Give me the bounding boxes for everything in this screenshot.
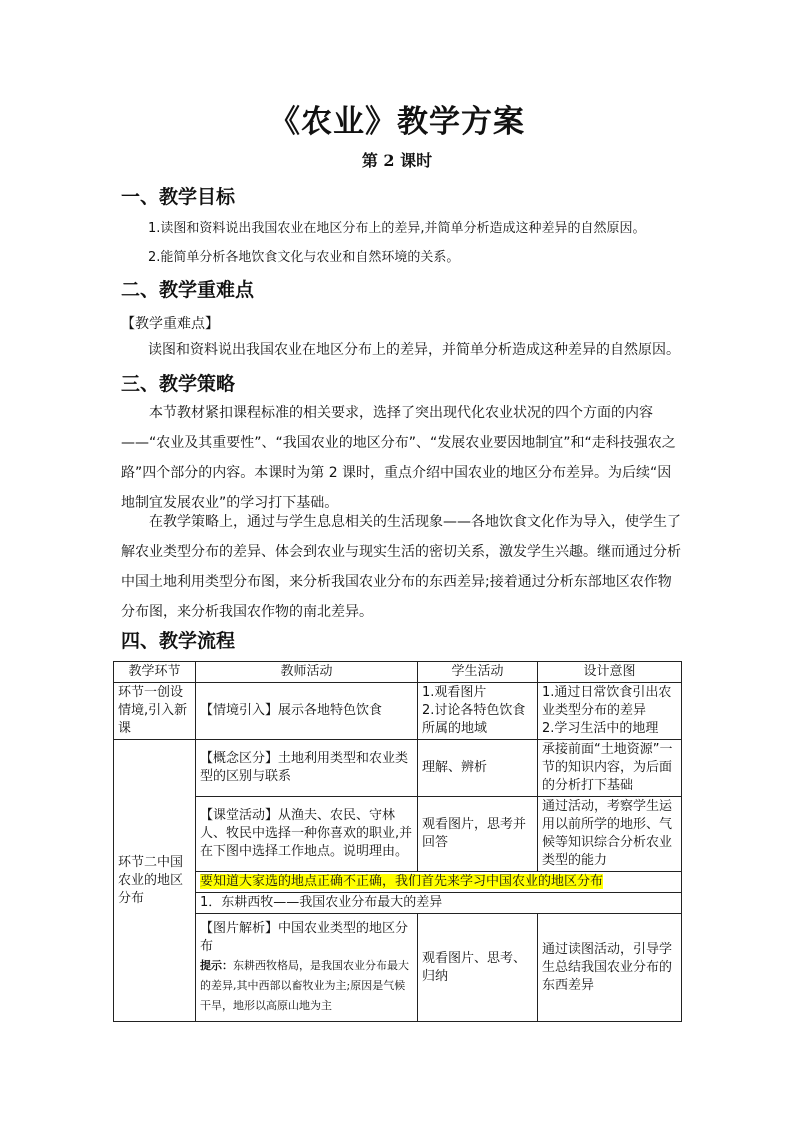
table-row (114, 914, 682, 1022)
table-row (114, 740, 682, 797)
strategy-paragraph-2: 在教学策略上，通过与学生息息相关的生活现象——各地饮食文化作为导入，使学生了解农业类型分布的差异、体会到农业与现实生活的密切关系，激发学生兴趣。继而通过分析中国土地利用类型分布图，来分析我国农业分布的东西差异;接着通过分析东部地区农作物分布图，来分析我国农作物的南北差异。 (121, 514, 681, 620)
section-heading-process: 四、教学流程 (121, 630, 236, 652)
table-row (114, 797, 682, 872)
objective-item: 2.能简单分析各地饮食文化与农业和自然环境的关系。 (148, 250, 460, 265)
hint-body: 东耕西牧格局，是我国农业分布最大的差异,其中西部以畜牧业为主;原因是气候干旱，地形以高原山地为主 (200, 958, 409, 1012)
hint-text (200, 956, 413, 1016)
header-stage: 教学环节 (114, 662, 196, 683)
teaching-process-table (113, 661, 682, 1022)
intent-cell: 承接前面“土地资源”一节的知识内容，为后面的分析打下基础 (538, 740, 682, 797)
header-teacher: 教师活动 (196, 662, 418, 683)
table-row (114, 893, 682, 914)
stage-cell: 环节二中国农业的地区分布 (114, 740, 196, 1022)
section-heading-keypoints: 二、教学重难点 (121, 279, 255, 301)
table-row (114, 683, 682, 740)
subheading-cell: 1．东耕西牧——我国农业分布最大的差异 (196, 893, 682, 914)
student-cell: 理解、辨析 (418, 740, 538, 797)
stage-cell: 环节一创设情境,引入新课 (114, 683, 196, 740)
teacher-cell: 【课堂活动】从渔夫、农民、守林人、牧民中选择一种你喜欢的职业,并在下图中选择工作地点。说明理由。 (196, 797, 418, 872)
highlight-text: 要知道大家选的地点正确不正确，我们首先来学习中国农业的地区分布 (200, 874, 604, 889)
student-cell: 1.观看图片 2.讨论各特色饮食所属的地域 (418, 683, 538, 740)
student-cell: 观看图片，思考并回答 (418, 797, 538, 872)
header-intent: 设计意图 (538, 662, 682, 683)
keypoints-label: 【教学重难点】 (121, 316, 219, 332)
section-heading-strategy: 三、教学策略 (121, 373, 236, 395)
highlight-cell (196, 872, 682, 893)
teacher-cell: 【概念区分】土地利用类型和农业类型的区别与联系 (196, 740, 418, 797)
hint-label: 提示： (200, 958, 233, 972)
teacher-cell (196, 914, 418, 1022)
intent-cell: 通过读图活动，引导学生总结我国农业分布的东西差异 (538, 914, 682, 1022)
intent-cell: 通过活动，考察学生运用以前所学的地形、气候等知识综合分析农业类型的能力 (538, 797, 682, 872)
header-student: 学生活动 (418, 662, 538, 683)
student-cell: 观看图片、思考、归纳 (418, 914, 538, 1022)
keypoints-text: 读图和资料说出我国农业在地区分布上的差异，并简单分析造成这种差异的自然原因。 (148, 342, 680, 358)
teacher-cell: 【情境引入】展示各地特色饮食 (196, 683, 418, 740)
teacher-activity: 【图片解析】中国农业类型的地区分布 (200, 920, 409, 954)
table-header-row (114, 662, 682, 683)
document-subtitle: 第 2 课时 (361, 151, 433, 170)
document-title: 《农业》教学方案 (269, 104, 525, 140)
table-row (114, 872, 682, 893)
intent-cell: 1.通过日常饮食引出农业类型分布的差异 2.学习生活中的地理 (538, 683, 682, 740)
section-heading-objectives: 一、教学目标 (121, 186, 236, 208)
objective-item: 1.读图和资料说出我国农业在地区分布上的差异,并简单分析造成这种差异的自然原因。 (148, 221, 646, 236)
strategy-paragraph-1: 本节教材紧扣课程标准的相关要求，选择了突出现代化农业状况的四个方面的内容——“农业及其重要性”、“我国农业的地区分布”、“发展农业要因地制宜”和“走科技强农之路”四个部分的内容。本课时为第 2 课时，重点介绍中国农业的地区分布差异。为后续“因地制宜发展农业”的学习打下基础。 (121, 405, 676, 511)
